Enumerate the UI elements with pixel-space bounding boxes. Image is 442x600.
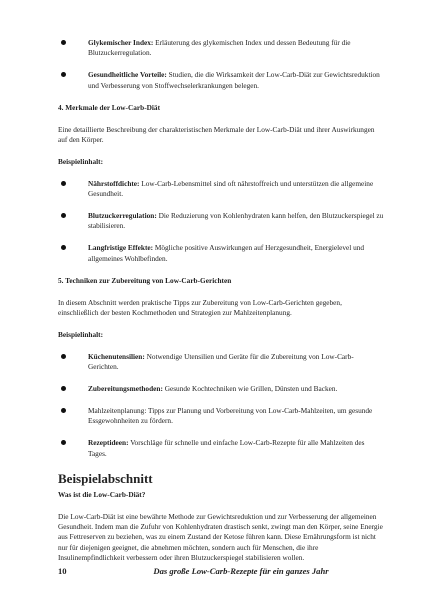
bullet-item [58, 384, 384, 394]
bullet-lead: Nährstoffdichte: [88, 178, 140, 188]
bullet-item [58, 70, 384, 91]
bullet-dot-icon [61, 408, 66, 413]
section-heading: Beispielinhalt: [58, 156, 104, 166]
bullet-text: Vorschläge für schnelle und einfache Low-Carb-Rezepte für alle Mahlzeiten des Tages. [88, 438, 365, 458]
page-number: 10 [58, 566, 67, 576]
bullet-dot-icon [61, 72, 66, 77]
bullet-dot-icon [61, 40, 66, 45]
bullet-dot-icon [61, 181, 66, 186]
body-paragraph: In diesem Abschnitt werden praktische Tipps zur Zubereitung von Low-Carb-Gerichten gegeben, einschließlich der besten Kochmethoden und Strategien zur Mahlzeitenplanung. [58, 297, 342, 317]
bullet-item [58, 406, 384, 427]
bullet-lead: Zubereitungsmethoden: [88, 384, 163, 394]
bullet-dot-icon [61, 386, 66, 391]
section-heading: Beispielinhalt: [58, 329, 104, 339]
bullet-lead: Rezeptideen: [88, 438, 129, 448]
body-paragraph: Die Low-Carb-Diät ist eine bewährte Methode zur Gewichtsreduktion und zur Verbesserung der allgemeinen Gesundheit. Indem man die Zufuhr von Kohlenhydraten drastisch senkt, zwingt man den Körper, seine Energie aus Fettreserven zu beziehen, was zu einem Zustand der Ketose führen kann. Diese Ernährungsform ist nicht nur für diejenigen geeignet, die abnehmen möchten, sondern auch für Menschen, die ihre Insulinempfindlichkeit verbessern oder ihren Blutzuckerspiegel stabilisieren wollen. [58, 511, 383, 563]
bullet-lead: Glykemischer Index: [88, 38, 154, 47]
bullet-text: Studien, die die Wirksamkeit der Low-Carb-Diät zur Gewichtsreduktion und Verbesserung von Stoffwechselerkrankungen belegen. [88, 70, 380, 90]
page-content [58, 38, 384, 564]
bullet-lead: Blutzuckerregulation: [88, 211, 157, 221]
major-heading: Beispielabschnitt [58, 470, 153, 486]
bullet-item [58, 179, 384, 200]
bullet-text: Notwendige Utensilien und Geräte für die Zubereitung von Low-Carb-Gerichten. [88, 351, 354, 372]
bullet-lead: Gesundheitliche Vorteile: [88, 70, 167, 80]
bullet-dot-icon [61, 213, 66, 218]
bullet-item [58, 243, 384, 264]
bullet-item [58, 352, 384, 373]
section-heading: 4. Merkmale der Low-Carb-Diät [58, 102, 160, 112]
bullet-text: Mahlzeitenplanung: Tipps zur Planung und Vorbereitung von Low-Carb-Mahlzeiten, um gesunde Essgewohnheiten zu fördern. [88, 406, 373, 426]
bullet-item [58, 38, 384, 59]
bullet-lead: Küchenutensilien: [88, 351, 145, 361]
bullet-item [58, 438, 384, 459]
bullet-text: Gesunde Kochtechniken wie Grillen, Dünsten und Backen. [162, 384, 338, 394]
page-footer [58, 566, 384, 576]
bullet-text: Erläuterung des glykemischen Index und dessen Bedeutung für die Blutzuckerregulation. [88, 38, 351, 58]
section-heading: Was ist die Low-Carb-Diät? [58, 489, 146, 499]
book-title: Das große Low-Carb-Rezepte für ein ganzes Jahr [153, 566, 329, 576]
bullet-dot-icon [61, 440, 66, 445]
bullet-lead: Langfristige Effekte: [88, 243, 154, 253]
body-paragraph: Eine detaillierte Beschreibung der charakteristischen Merkmale der Low-Carb-Diät und ihrer Auswirkungen auf den Körper. [58, 124, 375, 144]
bullet-dot-icon [61, 354, 66, 359]
bullet-item [58, 211, 384, 232]
bullet-dot-icon [61, 245, 66, 250]
bullet-text: Mögliche positive Auswirkungen auf Herzgesundheit, Energielevel und allgemeines Wohlbefinden. [88, 243, 365, 263]
section-heading: 5. Techniken zur Zubereitung von Low-Carb-Gerichten [58, 275, 232, 285]
bullet-text: Die Reduzierung von Kohlenhydraten kann helfen, den Blutzuckerspiegel zu stabilisieren. [88, 211, 384, 231]
bullet-text: Low-Carb-Lebensmittel sind oft nährstoffreich und unterstützen die allgemeine Gesundheit. [88, 178, 374, 199]
